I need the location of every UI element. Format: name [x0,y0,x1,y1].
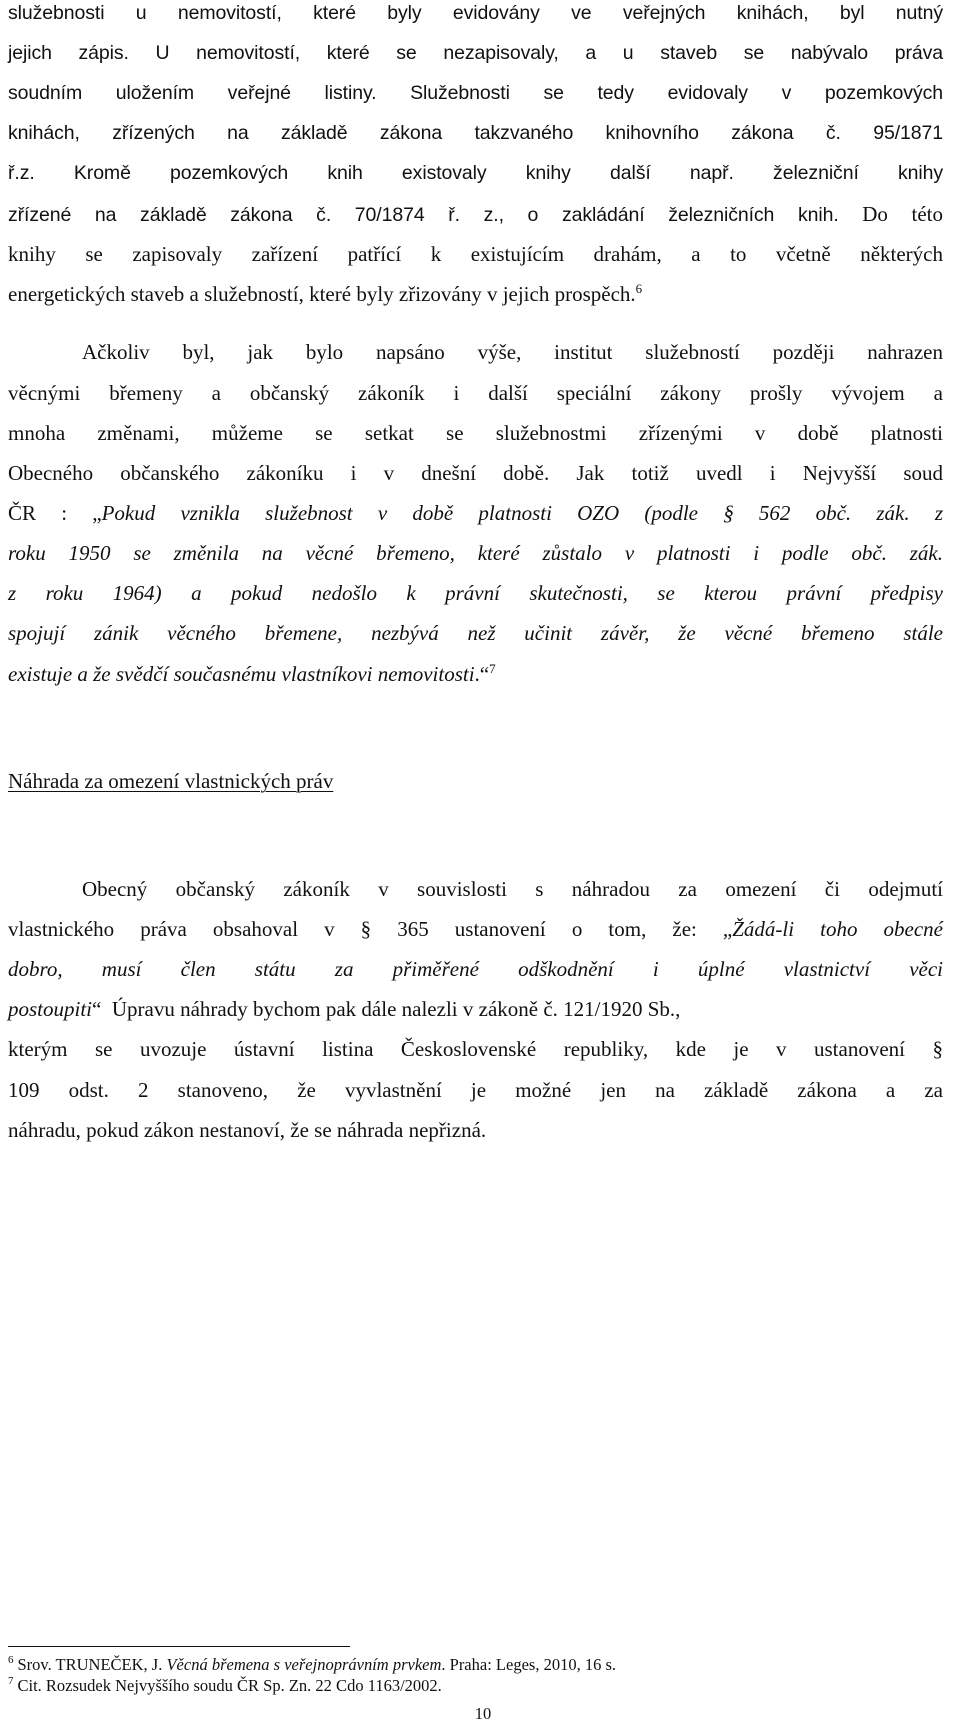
text-line: mnoha změnami, můžeme se setkat se služebnostmi zřízenými v době platnosti [8,421,943,445]
section-heading: Náhrada za omezení vlastnických práv [8,769,334,793]
footnote-ref[interactable]: 6 [635,281,643,296]
text-line [8,540,943,567]
text-line [8,500,943,527]
text-segment: ČR : „ [8,501,102,525]
text-segment: energetických staveb a služebností, které byly zřizovány v jejich prospěch. [8,282,636,306]
text-line: Ačkoliv byl, jak bylo napsáno výše, institut služebností později nahrazen [82,340,943,364]
footnote [8,1676,442,1696]
text-line [8,580,943,607]
footnote-number: 7 [8,1675,14,1687]
text-segment: zřízené na základě zákona č. 70/1874 ř. z., o zakládání železničních knih. [8,204,839,226]
footnote-separator [8,1646,350,1647]
quote-text: postoupiti [8,997,93,1021]
text-line [8,281,943,308]
footnote [8,1655,616,1675]
quote-text: Pokud vznikla služebnost v době platnosti OZO (podle § 562 obč. zák. z [101,501,944,525]
quote-text: roku 1950 se změnila na věcné břemeno, které zůstalo v platnosti i podle obč. zák. [8,541,943,565]
text-line: věcnými břemeny a občanský zákoník i další speciální zákony prošly vývojem a [8,381,943,405]
text-line: 109 odst. 2 stanoveno, že vyvlastnění je možné jen na základě zákona a za [8,1078,943,1102]
quote-text: z roku 1964) a pokud nedošlo k právní skutečnosti, se kterou právní předpisy [8,581,943,605]
text-line [8,956,943,983]
footnote-number: 6 [8,1654,14,1666]
text-segment: “ Úpravu náhrady bychom pak dále nalezli v zákoně č. 121/1920 Sb., [92,997,681,1021]
text-line [8,916,943,943]
quote-text: Žádá-li toho obecné [732,917,943,941]
text-line: knihách, zřízených na základě zákona takzvaného knihovního zákona č. 95/1871 [8,122,943,144]
quote-text: spojují zánik věcného břemene, nezbývá než učinit závěr, že věcné břemeno stále [8,621,943,645]
footnote-text: . Praha: Leges, 2010, 16 s. [441,1655,616,1674]
text-line: služebnosti u nemovitostí, které byly evidovány ve veřejných knihách, byl nutný [8,2,943,24]
text-line [8,996,943,1023]
page-number: 10 [474,1704,492,1723]
text-line [8,620,943,647]
text-line [8,201,943,229]
quote-text: dobro, musí člen státu za přiměřené odškodnění i úplné vlastnictví věci [8,957,943,981]
text-line [8,661,943,688]
text-line: ř.z. Kromě pozemkových knih existovaly knihy další např. železniční knihy [8,162,943,184]
footnote-text: Srov. TRUNEČEK, J. [17,1655,167,1674]
text-line: kterým se uvozuje ústavní listina Československé republiky, kde je v ustanovení § [8,1037,943,1061]
text-line: Obecného občanského zákoníku i v dnešní době. Jak totiž uvedl i Nejvyšší soud [8,461,943,485]
footnote-ref[interactable]: 7 [489,661,496,676]
footnote-text: Cit. Rozsudek Nejvyššího soudu ČR Sp. Zn. 22 Cdo 1163/2002. [17,1676,442,1695]
footnote-title: Věcná břemena s veřejnoprávním prvkem [166,1655,442,1674]
text-segment: .“ [474,662,490,686]
quote-text: existuje a že svědčí současnému vlastníkovi nemovitosti [8,662,475,686]
text-line: náhradu, pokud zákon nestanoví, že se náhrada nepřizná. [8,1118,487,1142]
text-segment: vlastnického práva obsahoval v § 365 ustanovení o tom, že: „ [8,917,733,941]
text-line: jejich zápis. U nemovitostí, které se nezapisovaly, a u staveb se nabývalo práva [8,42,943,64]
text-line: knihy se zapisovaly zařízení patřící k existujícím drahám, a to včetně některých [8,242,943,266]
text-line: soudním uložením veřejné listiny. Služebnosti se tedy evidovaly v pozemkových [8,82,943,104]
text-segment: Do této [862,202,943,226]
text-line: Obecný občanský zákoník v souvislosti s náhradou za omezení či odejmutí [82,877,943,901]
